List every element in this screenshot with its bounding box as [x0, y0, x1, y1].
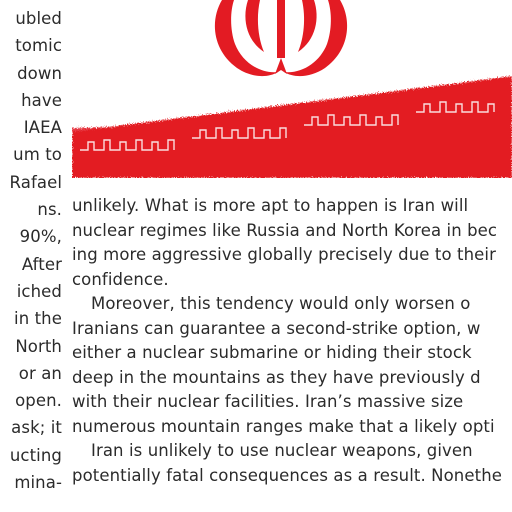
text-line: um to	[13, 145, 62, 165]
right-text-column	[72, 194, 512, 488]
text-line: deep in the mountains as they have previously d	[72, 367, 481, 387]
paragraph	[72, 439, 512, 488]
text-line: down	[17, 63, 62, 83]
paragraph	[72, 292, 512, 439]
flag-image	[72, 0, 512, 178]
text-line: ing more aggressive globally precisely due to their	[72, 245, 496, 264]
text-line: confidence.	[72, 269, 169, 289]
text-line: ns.	[37, 200, 62, 220]
text-line: Iran is unlikely to use nuclear weapons, given	[91, 441, 473, 460]
paragraph	[72, 194, 512, 292]
text-line: in the	[14, 309, 62, 329]
text-line: open.	[15, 391, 62, 411]
text-line: tomic	[15, 36, 62, 56]
text-line: North	[15, 336, 62, 356]
text-line: ask; it	[11, 418, 62, 438]
text-line: ubled	[15, 9, 62, 28]
text-line: After	[21, 254, 62, 274]
text-line: ucting	[9, 445, 62, 465]
text-line: with their nuclear facilities. Iran’s massive size	[72, 392, 464, 411]
text-line: or an	[18, 363, 62, 383]
text-line: iched	[16, 281, 62, 301]
text-line: have	[21, 90, 62, 110]
text-line: potentially fatal consequences as a result. Nonethe	[72, 465, 502, 485]
text-line: mina-	[14, 473, 62, 493]
left-text-column	[0, 5, 62, 496]
text-line: nuclear regimes like Russia and North Korea in bec	[72, 220, 498, 240]
text-line: Iranians can guarantee a second-strike option, w	[72, 318, 481, 338]
text-line: Moreover, this tendency would only worsen o	[91, 294, 471, 313]
text-line: 90%,	[19, 227, 62, 247]
text-line: either a nuclear submarine or hiding their stock	[72, 343, 472, 362]
text-line: Rafael	[9, 172, 62, 192]
text-line: numerous mountain ranges make that a likely opti	[72, 416, 495, 436]
text-line: unlikely. What is more apt to happen is Iran will	[72, 196, 469, 215]
text-line: IAEA	[23, 118, 62, 138]
